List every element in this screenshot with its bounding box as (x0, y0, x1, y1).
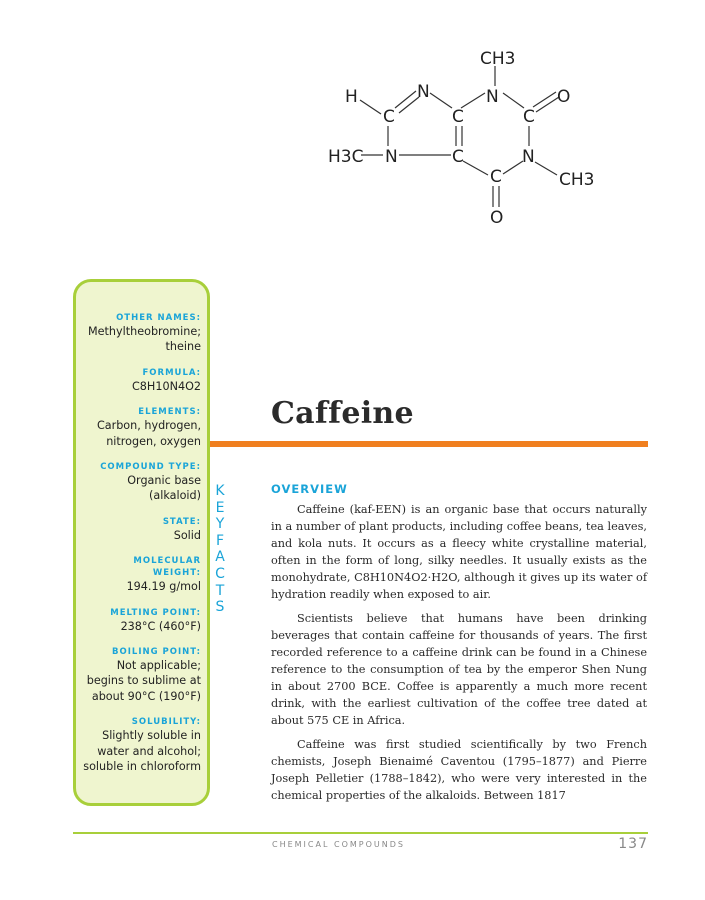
fact-item (82, 367, 201, 394)
atom-h3c: H3C (328, 147, 364, 167)
atom-c: C (383, 107, 395, 127)
fact-label: SOLUBILITY: (131, 717, 201, 728)
bond (399, 97, 419, 113)
page-number: 137 (618, 836, 648, 852)
bond (430, 93, 452, 108)
atom-n: N (522, 147, 535, 167)
fact-item (82, 716, 201, 774)
fact-value: Carbon, hydrogen, nitrogen, oxygen (96, 419, 201, 448)
bond (461, 93, 485, 108)
title-rule (210, 441, 648, 447)
bond (360, 100, 381, 114)
fact-item (82, 312, 201, 355)
fact-value: C8H10N4O2 (132, 379, 201, 393)
fact-value: Organic base (alkaloid) (127, 474, 201, 503)
paragraph: Caffeine was first studied scientifically by two French chemists, Joseph Bienaimé Caventou (1795–1877) and Pierre Joseph Pelletier (1788–1842), who were very interested in the chemical properties of the alkaloids. Between 1817 (271, 738, 647, 802)
fact-value: Slightly soluble in water and alcohol; soluble in chloroform (83, 729, 201, 774)
bond (536, 97, 559, 112)
fact-item (82, 406, 201, 449)
key-facts-tab: KEY FACTS (215, 483, 225, 616)
fact-label: OTHER NAMES: (116, 313, 201, 323)
fact-label: MELTING POINT: (110, 607, 201, 618)
fact-value: Solid (173, 528, 201, 542)
fact-item (82, 646, 201, 704)
atom-o: O (490, 208, 504, 228)
fact-value: Methyltheobromine; theine (88, 325, 201, 354)
paragraph: Scientists believe that humans have been drinking beverages that contain caffeine for thousands of years. The first recorded reference to a caffeine drink can be found in a Chinese reference to the consumption of tea by the emperor Shen Nung in about 2700 BCE. Coffee is apparently a much more recent drink, with the earliest cultivation of the coffee tree dated at about 575 CE in Africa. (271, 612, 647, 727)
fact-label: FORMULA: (142, 367, 201, 378)
fact-label: ELEMENTS: (138, 407, 201, 418)
section-heading-overview: OVERVIEW (271, 482, 348, 496)
paragraph: Caffeine (kaf-EEN) is an organic base that occurs naturally in a number of plant products, including coffee beans, tea leaves, and kola nuts. It occurs as a fleecy white crystalline material, often in the form of long, silky needles. It usually exists as the monohydrate, C8H10N4O2·H2O, although it gives up its water of hydration readily when exposed to air. (271, 503, 647, 601)
fact-label: COMPOUND TYPE: (100, 462, 201, 473)
bond (533, 92, 556, 107)
caffeine-structure-diagram (300, 40, 620, 240)
atom-c: C (452, 147, 464, 167)
atom-ch3-top: CH3 (480, 49, 516, 69)
atom-n: N (385, 147, 398, 167)
atom-c: C (523, 107, 535, 127)
fact-value: Not applicable; begins to sublime at about 90°C (190°F) (86, 659, 201, 703)
fact-item (82, 555, 201, 594)
page-title: Caffeine (271, 396, 414, 431)
atom-h: H (345, 87, 358, 107)
fact-label: MOLECULAR WEIGHT: (133, 556, 201, 579)
atom-c: C (452, 107, 464, 127)
fact-label: STATE: (162, 516, 201, 527)
bond (503, 161, 523, 174)
bond (395, 91, 416, 108)
fact-value: 238°C (460°F) (120, 619, 201, 633)
fact-item (82, 607, 201, 634)
fact-item (82, 516, 201, 543)
footer-rule (73, 832, 648, 834)
atom-c: C (490, 167, 502, 187)
running-title: CHEMICAL COMPOUNDS (272, 840, 405, 849)
bond (535, 162, 557, 175)
fact-item (82, 461, 201, 504)
atom-o: O (557, 87, 571, 107)
bond (503, 93, 524, 108)
article-body (271, 482, 647, 811)
bond (463, 161, 488, 175)
atom-ch3-right: CH3 (559, 170, 595, 190)
fact-label: BOILING POINT: (112, 647, 201, 658)
fact-value: 194.19 g/mol (126, 580, 201, 594)
key-facts-box (73, 279, 210, 806)
atom-n: N (486, 87, 499, 107)
atom-n: N (417, 82, 430, 102)
